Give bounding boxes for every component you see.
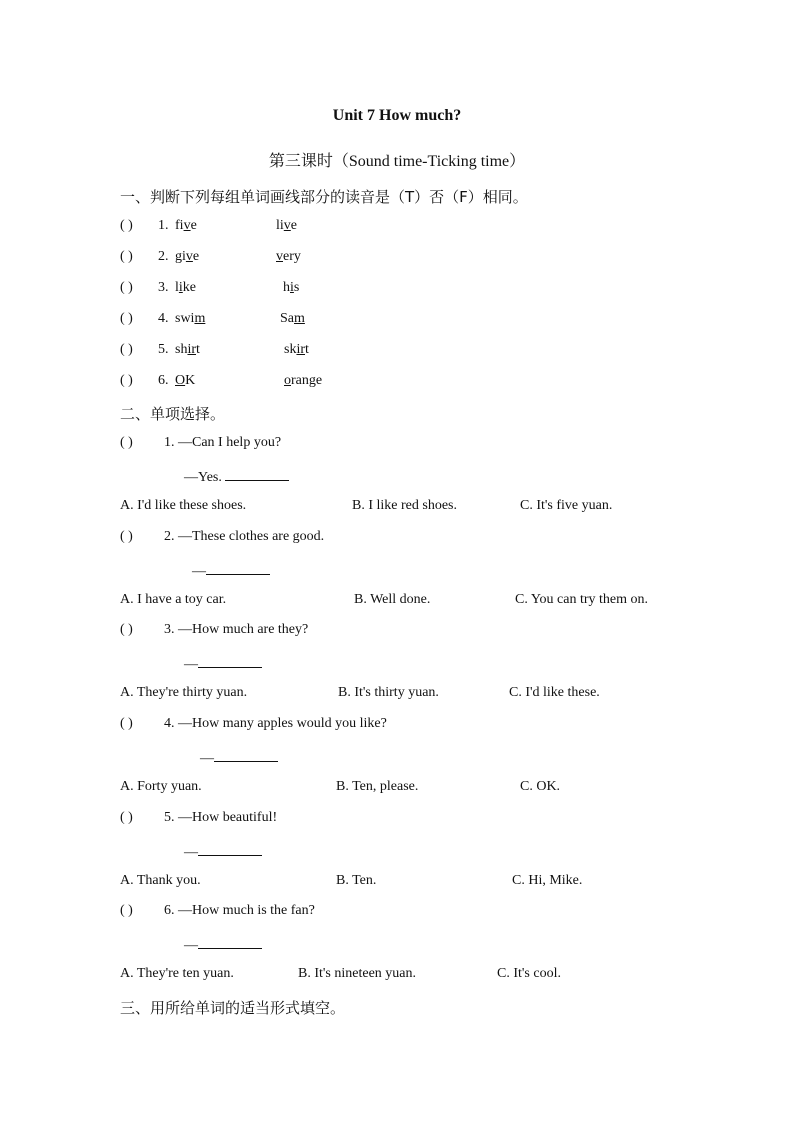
answer-paren[interactable]: ( ) — [120, 903, 133, 918]
question-text: 5. —How beautiful! — [164, 810, 278, 825]
option-c[interactable]: C. Hi, Mike. — [512, 873, 583, 888]
option-b[interactable]: B. It's thirty yuan. — [338, 685, 439, 700]
option-a[interactable]: A. Thank you. — [120, 873, 201, 888]
answer-blank[interactable] — [214, 747, 278, 762]
answer-paren[interactable]: ( ) — [120, 342, 133, 357]
option-a[interactable]: A. I have a toy car. — [120, 592, 227, 607]
answer-line — [184, 466, 289, 486]
answer-line — [184, 934, 262, 954]
option-b[interactable]: B. I like red shoes. — [352, 498, 457, 513]
question-text: 6. —How much is the fan? — [164, 903, 315, 918]
underlined-letters: v — [183, 218, 191, 233]
answer-paren[interactable]: ( ) — [120, 311, 133, 326]
item-number: 3. — [158, 280, 169, 295]
answer-blank[interactable] — [198, 934, 262, 949]
answer-paren[interactable]: ( ) — [120, 218, 133, 233]
underlined-letters: m — [194, 311, 206, 326]
underlined-letters: ir — [296, 342, 306, 357]
answer-blank[interactable] — [225, 466, 289, 481]
question-text: 2. —These clothes are good. — [164, 529, 325, 544]
word-2: his — [283, 280, 300, 295]
question-text: 1. —Can I help you? — [164, 435, 282, 450]
answer-line — [184, 653, 262, 673]
page-title: Unit 7 How much? — [332, 107, 462, 124]
section3-heading: 三、用所给单词的适当形式填空。 — [120, 999, 346, 1017]
page-subtitle: 第三课时（Sound time-Ticking time） — [268, 153, 526, 170]
option-b[interactable]: B. Well done. — [354, 592, 431, 607]
answer-blank[interactable] — [206, 560, 270, 575]
option-c[interactable]: C. You can try them on. — [515, 592, 648, 607]
option-a[interactable]: A. Forty yuan. — [120, 779, 202, 794]
option-a[interactable]: A. They're thirty yuan. — [120, 685, 248, 700]
item-number: 6. — [158, 373, 169, 388]
word-2: very — [276, 249, 301, 264]
underlined-letters: i — [290, 280, 294, 295]
underlined-letters: v — [185, 249, 193, 264]
underlined-letters: O — [175, 373, 186, 388]
answer-line — [192, 560, 270, 580]
word-2: Sam — [280, 311, 305, 326]
option-b[interactable]: B. It's nineteen yuan. — [298, 966, 416, 981]
answer-paren[interactable]: ( ) — [120, 529, 133, 544]
answer-prefix: — — [192, 564, 206, 579]
answer-paren[interactable]: ( ) — [120, 810, 133, 825]
item-number: 2. — [158, 249, 169, 264]
section1-heading: 一、判断下列每组单词画线部分的读音是（T）否（F）相同。 — [120, 188, 528, 206]
option-c[interactable]: C. I'd like these. — [509, 685, 600, 700]
underlined-letters: o — [284, 373, 291, 388]
item-number: 4. — [158, 311, 169, 326]
answer-prefix: — — [184, 845, 198, 860]
option-c[interactable]: C. It's five yuan. — [520, 498, 613, 513]
word-1: swim — [175, 311, 206, 326]
question-text: 4. —How many apples would you like? — [164, 716, 387, 731]
answer-blank[interactable] — [198, 841, 262, 856]
underlined-letters: i — [178, 280, 183, 295]
answer-prefix: — — [184, 657, 198, 672]
answer-paren[interactable]: ( ) — [120, 249, 133, 264]
answer-blank[interactable] — [198, 653, 262, 668]
word-1: OK — [175, 373, 196, 388]
underlined-letters: ir — [187, 342, 197, 357]
underlined-letters: m — [294, 311, 305, 326]
word-2: orange — [284, 373, 323, 388]
answer-prefix: —Yes. — [184, 470, 226, 485]
answer-line — [200, 747, 278, 767]
answer-paren[interactable]: ( ) — [120, 280, 133, 295]
underlined-letters: v — [276, 249, 283, 264]
option-b[interactable]: B. Ten. — [336, 873, 377, 888]
word-1: shirt — [175, 342, 200, 357]
option-c[interactable]: C. OK. — [520, 779, 561, 794]
word-1: give — [175, 249, 200, 264]
option-a[interactable]: A. I'd like these shoes. — [120, 498, 247, 513]
underlined-letters: v — [283, 218, 291, 233]
option-c[interactable]: C. It's cool. — [497, 966, 561, 981]
answer-prefix: — — [200, 751, 214, 766]
item-number: 5. — [158, 342, 169, 357]
word-1: five — [175, 218, 197, 233]
section2-heading: 二、单项选择。 — [120, 405, 226, 423]
answer-paren[interactable]: ( ) — [120, 373, 133, 388]
answer-paren[interactable]: ( ) — [120, 622, 133, 637]
question-text: 3. —How much are they? — [164, 622, 309, 637]
option-b[interactable]: B. Ten, please. — [336, 779, 419, 794]
item-number: 1. — [158, 218, 169, 233]
answer-paren[interactable]: ( ) — [120, 716, 133, 731]
word-2: live — [276, 218, 297, 233]
answer-line — [184, 841, 262, 861]
word-2: skirt — [284, 342, 309, 357]
option-a[interactable]: A. They're ten yuan. — [120, 966, 234, 981]
word-1: like — [175, 280, 196, 295]
answer-prefix: — — [184, 938, 198, 953]
answer-paren[interactable]: ( ) — [120, 435, 133, 450]
